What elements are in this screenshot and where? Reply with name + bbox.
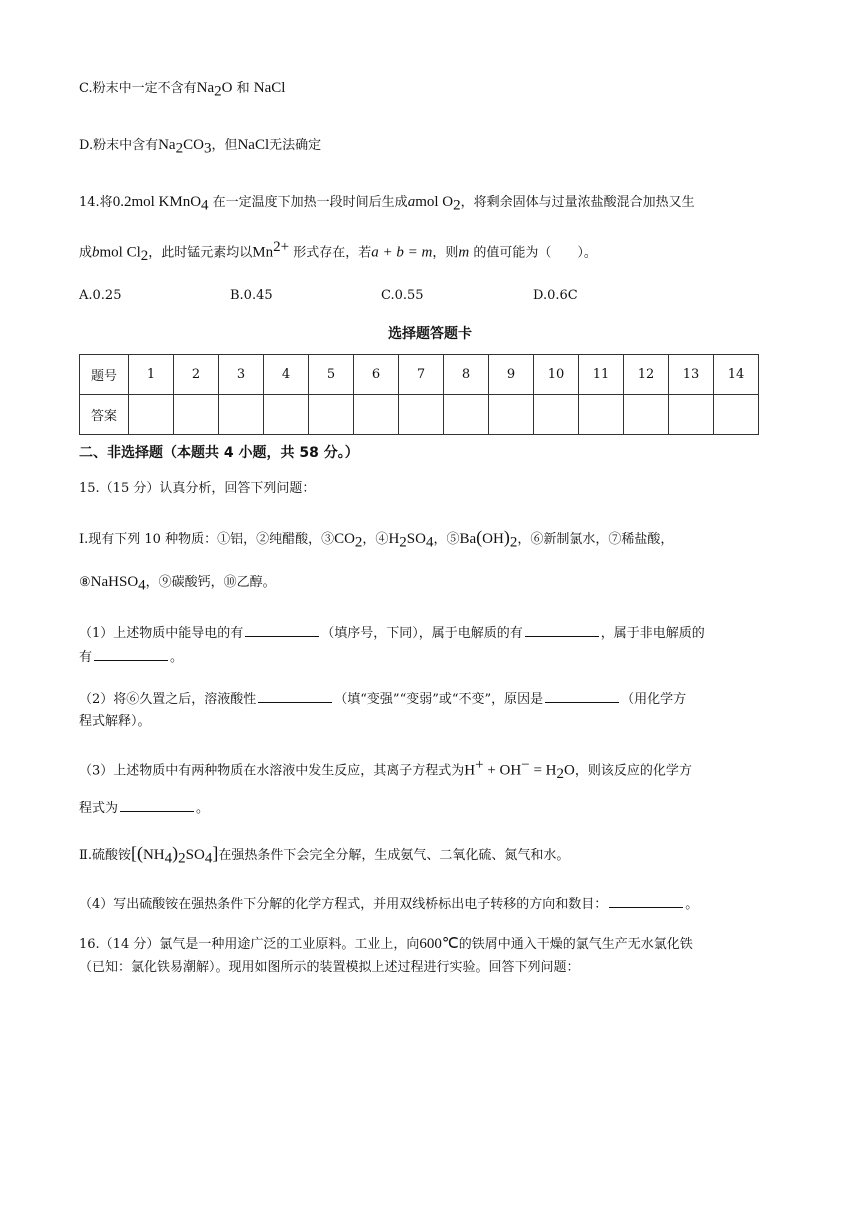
number-cell: 12 (624, 355, 669, 395)
answer-row-label: 答案 (80, 395, 129, 435)
answer-cell[interactable] (219, 395, 264, 435)
answer-blank[interactable] (245, 622, 319, 637)
answer-cell[interactable] (264, 395, 309, 435)
q16-line-2: （已知：氯化铁易潮解）。现用如图所示的装置模拟上述过程进行实验。回答下列问题： (79, 960, 580, 975)
number-cell: 6 (354, 355, 399, 395)
answer-cell[interactable] (489, 395, 534, 435)
answer-cell[interactable] (444, 395, 489, 435)
q15-sub4: （4）写出硫酸铵在强热条件下分解的化学方程式，并用双线桥标出电子转移的方向和数目： 。 (79, 893, 698, 915)
number-cell: 11 (579, 355, 624, 395)
answer-cell[interactable] (624, 395, 669, 435)
q15-part2: Ⅱ.硫酸铵$[(NH_4)_2SO_4]$在强热条件下会完全分解，生成氨气、二氧化硫、氮气和水。 (79, 843, 570, 867)
answer-blank[interactable] (525, 622, 599, 637)
number-cell: 13 (669, 355, 714, 395)
number-cell: 3 (219, 355, 264, 395)
number-cell: 2 (174, 355, 219, 395)
q14-line-2: 成bmol $Cl_2$，此时锰元素均以$Mn^{2+}$ 形式存在，若a + b = m，则m 的值可能为（ ）。 (79, 239, 597, 264)
number-cell: 8 (444, 355, 489, 395)
number-row-label: 题号 (80, 355, 129, 395)
number-cell: 1 (129, 355, 174, 395)
number-cell: 5 (309, 355, 354, 395)
answer-cell[interactable] (714, 395, 759, 435)
answer-cell[interactable] (579, 395, 624, 435)
number-cell: 4 (264, 355, 309, 395)
q15-part1-line-1: Ⅰ.现有下列 10 种物质：①铝，②纯醋酸，$③CO_2$，$④H_2SO_4$，$⑤Ba(OH)_2$，⑥新制氯水，⑦稀盐酸， (79, 527, 674, 551)
answer-cell[interactable] (534, 395, 579, 435)
answer-cell[interactable] (669, 395, 714, 435)
answer-blank[interactable] (258, 688, 332, 703)
q14-line-1: 14.将0.2mol KMnO$_4$ 在一定温度下加热一段时间后生成amol $O_2$，将剩余固体与过量浓盐酸混合加热又生 (79, 194, 695, 214)
section-2-heading: 二、非选择题（本题共 4 小题，共 58 分。） (79, 445, 359, 461)
answer-card-table (79, 354, 759, 435)
answer-card-answer-row (80, 395, 759, 435)
answer-cell[interactable] (309, 395, 354, 435)
q15-sub1-line-2: 有 。 (79, 646, 183, 668)
answer-cell[interactable] (174, 395, 219, 435)
q15-part1-line-2: ⑧NaHSO$_4$，⑨碳酸钙，⑩乙醇。 (79, 574, 276, 594)
number-cell: 10 (534, 355, 579, 395)
answer-cell[interactable] (354, 395, 399, 435)
answer-cell[interactable] (129, 395, 174, 435)
q13-option-d: D.粉末中含有$Na_2CO_3$，但NaCl无法确定 (79, 137, 322, 157)
answer-card-title: 选择题答题卡 (388, 326, 472, 342)
q15-sub3-line-1: （3）上述物质中有两种物质在水溶液中发生反应，其离子方程式为$H^+ + OH^- = H_2O$，则该反应的化学方 (79, 757, 692, 782)
q14-option-d: D.0.6C (533, 288, 578, 303)
answer-cell[interactable] (399, 395, 444, 435)
q14-option-a: A.0.25 (79, 288, 122, 303)
answer-blank[interactable] (609, 893, 683, 908)
answer-blank[interactable] (120, 797, 194, 812)
q16-line-1: 16.（14 分）氯气是一种用途广泛的工业原料。工业上，向600℃的铁屑中通入干燥的氯气生产无水氯化铁 (79, 936, 693, 952)
answer-blank[interactable] (545, 688, 619, 703)
q15-heading: 15.（15 分）认真分析，回答下列问题： (79, 481, 316, 496)
q14-option-c: C.0.55 (381, 288, 424, 303)
number-cell: 14 (714, 355, 759, 395)
q15-sub2-line-1: （2）将⑥久置之后，溶液酸性 （填“变强”“变弱”或“不变”，原因是 （用化学方 (79, 688, 686, 710)
q15-sub2-line-2: 程式解释）。 (79, 714, 151, 729)
q15-sub1-line-1: （1）上述物质中能导电的有 （填序号，下同），属于电解质的有 ，属于非电解质的 (79, 622, 705, 644)
number-cell: 9 (489, 355, 534, 395)
answer-blank[interactable] (94, 646, 168, 661)
q14-option-b: B.0.45 (230, 288, 273, 303)
q13-option-c: C.粉末中一定不含有$Na_2O$ 和 NaCl (79, 80, 286, 100)
q15-sub3-line-2: 程式为 。 (79, 797, 209, 819)
answer-card-number-row (80, 355, 759, 395)
number-cell: 7 (399, 355, 444, 395)
